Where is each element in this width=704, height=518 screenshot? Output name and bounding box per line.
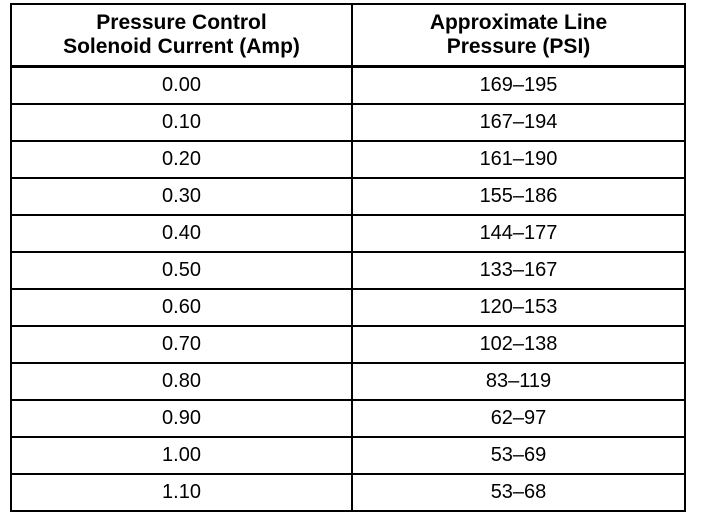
header-line-pressure-line2: Pressure (PSI) <box>446 35 591 58</box>
pressure-cell: 83–119 <box>352 363 685 400</box>
current-cell: 1.00 <box>11 437 352 474</box>
current-cell: 0.70 <box>11 326 352 363</box>
pressure-cell: 102–138 <box>352 326 685 363</box>
current-cell: 0.20 <box>11 141 352 178</box>
table-row <box>11 104 685 141</box>
current-cell: 1.10 <box>11 474 352 511</box>
pressure-cell: 53–68 <box>352 474 685 511</box>
table-row <box>11 400 685 437</box>
pressure-cell: 144–177 <box>352 215 685 252</box>
pressure-table-container <box>10 3 684 512</box>
table-row <box>11 363 685 400</box>
pressure-cell: 120–153 <box>352 289 685 326</box>
pressure-table <box>10 3 686 512</box>
table-row <box>11 437 685 474</box>
pressure-cell: 62–97 <box>352 400 685 437</box>
pressure-cell: 53–69 <box>352 437 685 474</box>
pressure-cell: 161–190 <box>352 141 685 178</box>
header-solenoid-current <box>11 4 352 67</box>
current-cell: 0.90 <box>11 400 352 437</box>
table-header-row <box>11 4 685 67</box>
current-cell: 0.80 <box>11 363 352 400</box>
current-cell: 0.30 <box>11 178 352 215</box>
pressure-cell: 133–167 <box>352 252 685 289</box>
header-solenoid-current-line1: Pressure Control <box>96 11 267 34</box>
table-row <box>11 215 685 252</box>
table-row <box>11 289 685 326</box>
table-row <box>11 67 685 105</box>
table-row <box>11 178 685 215</box>
table-row <box>11 474 685 511</box>
header-line-pressure-line1: Approximate Line <box>429 11 608 34</box>
header-solenoid-current-line2: Solenoid Current (Amp) <box>63 35 300 58</box>
table-row <box>11 326 685 363</box>
header-line-pressure <box>352 4 685 67</box>
pressure-cell: 155–186 <box>352 178 685 215</box>
pressure-cell: 167–194 <box>352 104 685 141</box>
table-row <box>11 141 685 178</box>
current-cell: 0.60 <box>11 289 352 326</box>
table-row <box>11 252 685 289</box>
current-cell: 0.00 <box>11 67 352 105</box>
pressure-cell: 169–195 <box>352 67 685 105</box>
current-cell: 0.40 <box>11 215 352 252</box>
current-cell: 0.10 <box>11 104 352 141</box>
current-cell: 0.50 <box>11 252 352 289</box>
